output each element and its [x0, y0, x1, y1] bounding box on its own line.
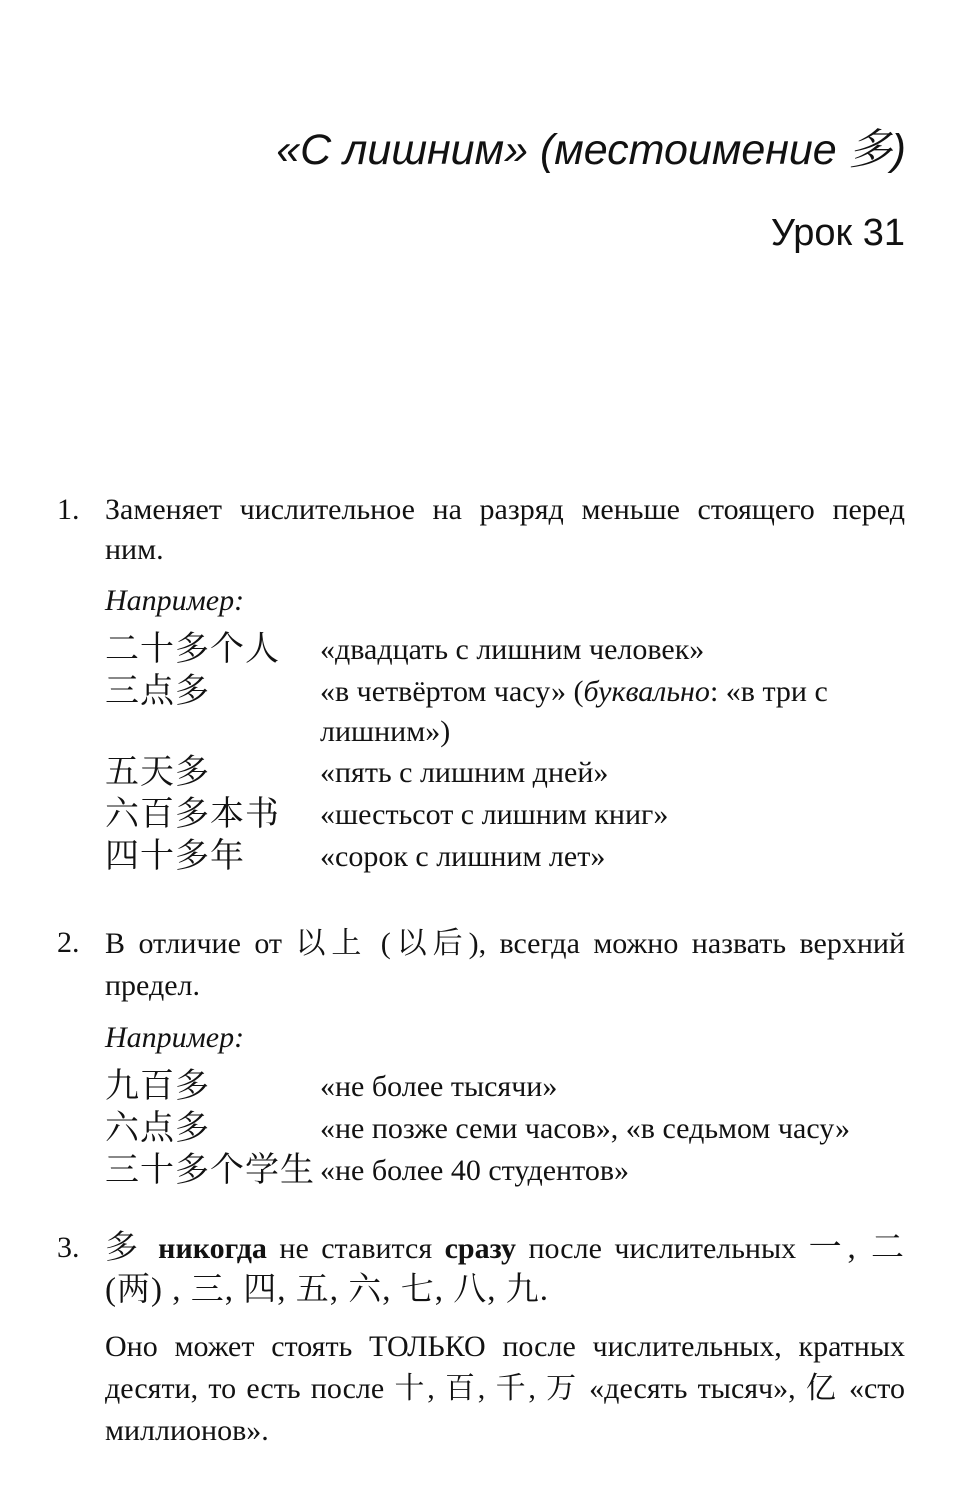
- examples-table: [105, 629, 905, 878]
- chinese-duo-character: 多: [105, 1230, 159, 1266]
- rule-item-1: [57, 490, 905, 878]
- chinese-phrase: 三点多: [105, 673, 210, 710]
- rule-text: В отличие от 以上 (以后), всегда можно назвать верхний предел.: [105, 927, 905, 1002]
- russian-translation: «не более тысячи»: [320, 1070, 558, 1103]
- russian-translation: «пять с лишним дней»: [320, 756, 609, 789]
- item-number: 3.: [57, 1231, 80, 1264]
- chinese-phrase: 二十多个人: [105, 631, 280, 668]
- chinese-phrase: 三十多个学生: [105, 1152, 315, 1189]
- emphasis-word: сразу: [444, 1232, 517, 1265]
- example-row: [105, 671, 905, 752]
- chinese-numerals: 一, 二 (两) , 三, 四, 五, 六, 七, 八, 九.: [105, 1230, 906, 1308]
- translation-literal-word: буквально: [583, 675, 710, 708]
- rule-item-2: [57, 923, 905, 1192]
- russian-translation: «шестьсот с лишним книг»: [320, 798, 669, 831]
- chinese-phrase: 四十多年: [105, 838, 245, 875]
- example-row: [105, 1108, 905, 1150]
- example-label: Например:: [105, 584, 245, 617]
- rule-text-part: не ставится: [266, 1232, 445, 1265]
- translation-part: : «в три с лишним»): [320, 675, 828, 748]
- lesson-content: [57, 490, 905, 1452]
- chinese-phrase: 九百多: [105, 1068, 210, 1105]
- item-body: [105, 923, 905, 1192]
- rule-text: Заменяет числительное на разряд меньше стоящего перед ним.: [105, 493, 905, 566]
- russian-translation: «не позже семи часов», «в седьмом часу»: [320, 1112, 850, 1145]
- example-row: [105, 836, 905, 878]
- russian-translation: «двадцать с лишним человек»: [320, 633, 705, 666]
- item-body: [105, 1228, 905, 1452]
- example-row: [105, 752, 905, 794]
- page-title: «С лишним» (местоимение 多): [276, 126, 906, 174]
- item-body: [105, 490, 905, 878]
- item-number: 1.: [57, 493, 80, 526]
- russian-translation: «не более 40 студентов»: [320, 1154, 629, 1187]
- lesson-number: Урок 31: [770, 212, 905, 254]
- example-row: [105, 1066, 905, 1108]
- rule-text-continued: Оно может стоять ТОЛЬКО после числительных, кратных десяти, то есть после 十, 百, 千, 万 «десять тысяч», 亿 «сто миллионов».: [105, 1330, 905, 1447]
- example-row: [105, 629, 905, 671]
- emphasis-word: никогда: [158, 1232, 267, 1265]
- rule-text-part: после числительных: [516, 1232, 809, 1265]
- example-row: [105, 794, 905, 836]
- chinese-phrase: 六点多: [105, 1110, 210, 1147]
- russian-translation: «сорок с лишним лет»: [320, 840, 606, 873]
- examples-table: [105, 1066, 905, 1192]
- example-row: [105, 1150, 905, 1192]
- example-label: Например:: [105, 1021, 245, 1054]
- rule-item-3: [57, 1228, 905, 1452]
- chinese-phrase: 六百多本书: [105, 796, 280, 833]
- chinese-phrase: 五天多: [105, 754, 210, 791]
- item-number: 2.: [57, 926, 80, 959]
- russian-translation: [320, 671, 905, 752]
- translation-part: «в четвёртом часу» (: [320, 675, 584, 708]
- rule-text: [105, 1228, 905, 1312]
